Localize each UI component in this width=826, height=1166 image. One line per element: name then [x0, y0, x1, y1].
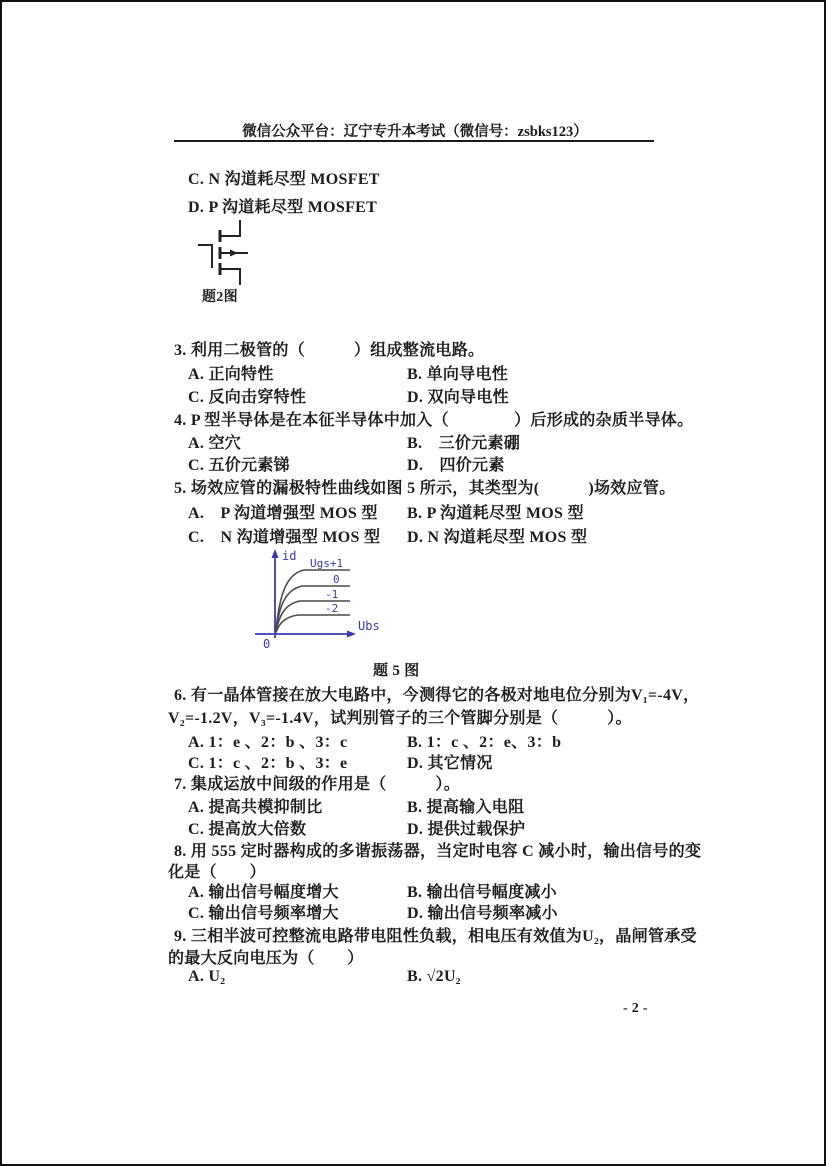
curve-label-4: -2 — [325, 602, 339, 615]
q8-option-c: C. 输出信号频率增大 — [188, 905, 339, 922]
q8-option-a: A. 输出信号幅度增大 — [188, 884, 339, 901]
q7-option-d: D. 提供过载保护 — [407, 821, 526, 838]
q3-option-d: D. 双向导电性 — [407, 389, 509, 406]
y-axis-arrow-icon — [272, 549, 279, 558]
q4-stem: 4. P 型半导体是在本征半导体中加入（ ）后形成的杂质半导体。 — [174, 412, 694, 429]
q7-stem: 7. 集成运放中间级的作用是（ ）。 — [174, 776, 461, 793]
q4-option-b: B. 三价元素硼 — [407, 435, 521, 452]
q6-option-c: C. 1：c 、2：b 、3：e — [188, 755, 348, 772]
q3-option-c: C. 反向击穿特性 — [188, 389, 307, 406]
drain-characteristics-chart — [252, 547, 430, 655]
q2-option-d: D. P 沟道耗尽型 MOSFET — [188, 199, 378, 216]
q9-option-a: A. U₂ — [188, 968, 226, 985]
q4-option-a: A. 空穴 — [188, 435, 242, 452]
mosfet-symbol-figure — [192, 216, 254, 288]
x-axis-arrow-icon — [347, 631, 356, 638]
q5-stem: 5. 场效应管的漏极特性曲线如图 5 所示，其类型为( )场效应管。 — [174, 480, 676, 497]
q9-stem-line1: 9. 三相半波可控整流电路带电阻性负载，相电压有效值为U₂，晶闸管承受 — [174, 928, 697, 945]
curve-label-2: 0 — [333, 573, 340, 586]
q3-option-a: A. 正向特性 — [188, 366, 274, 383]
q4-option-c: C. 五价元素锑 — [188, 457, 290, 474]
q8-option-b: B. 输出信号幅度减小 — [407, 884, 557, 901]
q6-stem-line2: V₂=-1.2V，V₃=-1.4V，试判别管子的三个管脚分别是（ ）。 — [168, 710, 632, 727]
figure2-caption: 题2图 — [202, 290, 238, 305]
q8-stem-line2: 化是（ ） — [168, 864, 266, 881]
q9-option-b: B. √2U₂ — [407, 968, 461, 985]
q7-option-c: C. 提高放大倍数 — [188, 821, 307, 838]
curve-label-3: -1 — [325, 588, 339, 601]
q6-stem-line1: 6. 有一晶体管接在放大电路中，今测得它的各极对地电位分别为V₁=-4V， — [174, 687, 700, 704]
q5-option-a: A. P 沟道增强型 MOS 型 — [188, 505, 378, 522]
q7-option-a: A. 提高共模抑制比 — [188, 799, 323, 816]
q3-option-b: B. 单向导电性 — [407, 366, 509, 383]
q3-stem: 3. 利用二极管的（ ）组成整流电路。 — [174, 342, 485, 359]
page-header: 微信公众平台：辽宁专升本考试（微信号：zsbks123） — [242, 124, 588, 140]
q5-option-b: B. P 沟道耗尽型 MOS 型 — [407, 505, 584, 522]
q8-stem-line1: 8. 用 555 定时器构成的多谐振荡器，当定时电容 C 减小时，输出信号的变 — [174, 843, 702, 860]
y-axis-label: id — [282, 549, 297, 563]
q2-option-c: C. N 沟道耗尽型 MOSFET — [188, 171, 380, 188]
q4-option-d: D. 四价元素 — [407, 457, 505, 474]
header-rule — [174, 140, 654, 142]
q6-option-b: B. 1：c 、2：e、3：b — [407, 734, 562, 751]
q5-option-c: C. N 沟道增强型 MOS 型 — [188, 529, 381, 546]
x-axis-label: Ubs — [358, 619, 380, 633]
q5-option-d: D. N 沟道耗尽型 MOS 型 — [407, 529, 588, 546]
arrow-right-icon — [230, 250, 238, 257]
curve-label-1: Ugs+1 — [310, 557, 344, 570]
origin-label: 0 — [263, 637, 271, 651]
q7-option-b: B. 提高输入电阻 — [407, 799, 525, 816]
q6-option-a: A. 1：e 、2：b 、3：c — [188, 734, 348, 751]
q6-option-d: D. 其它情况 — [407, 755, 493, 772]
q8-option-d: D. 输出信号频率减小 — [407, 905, 558, 922]
page-number: - 2 - — [623, 1001, 648, 1016]
q9-stem-line2: 的最大反向电压为（ ） — [168, 950, 364, 967]
figure5-caption: 题 5 图 — [373, 663, 420, 679]
